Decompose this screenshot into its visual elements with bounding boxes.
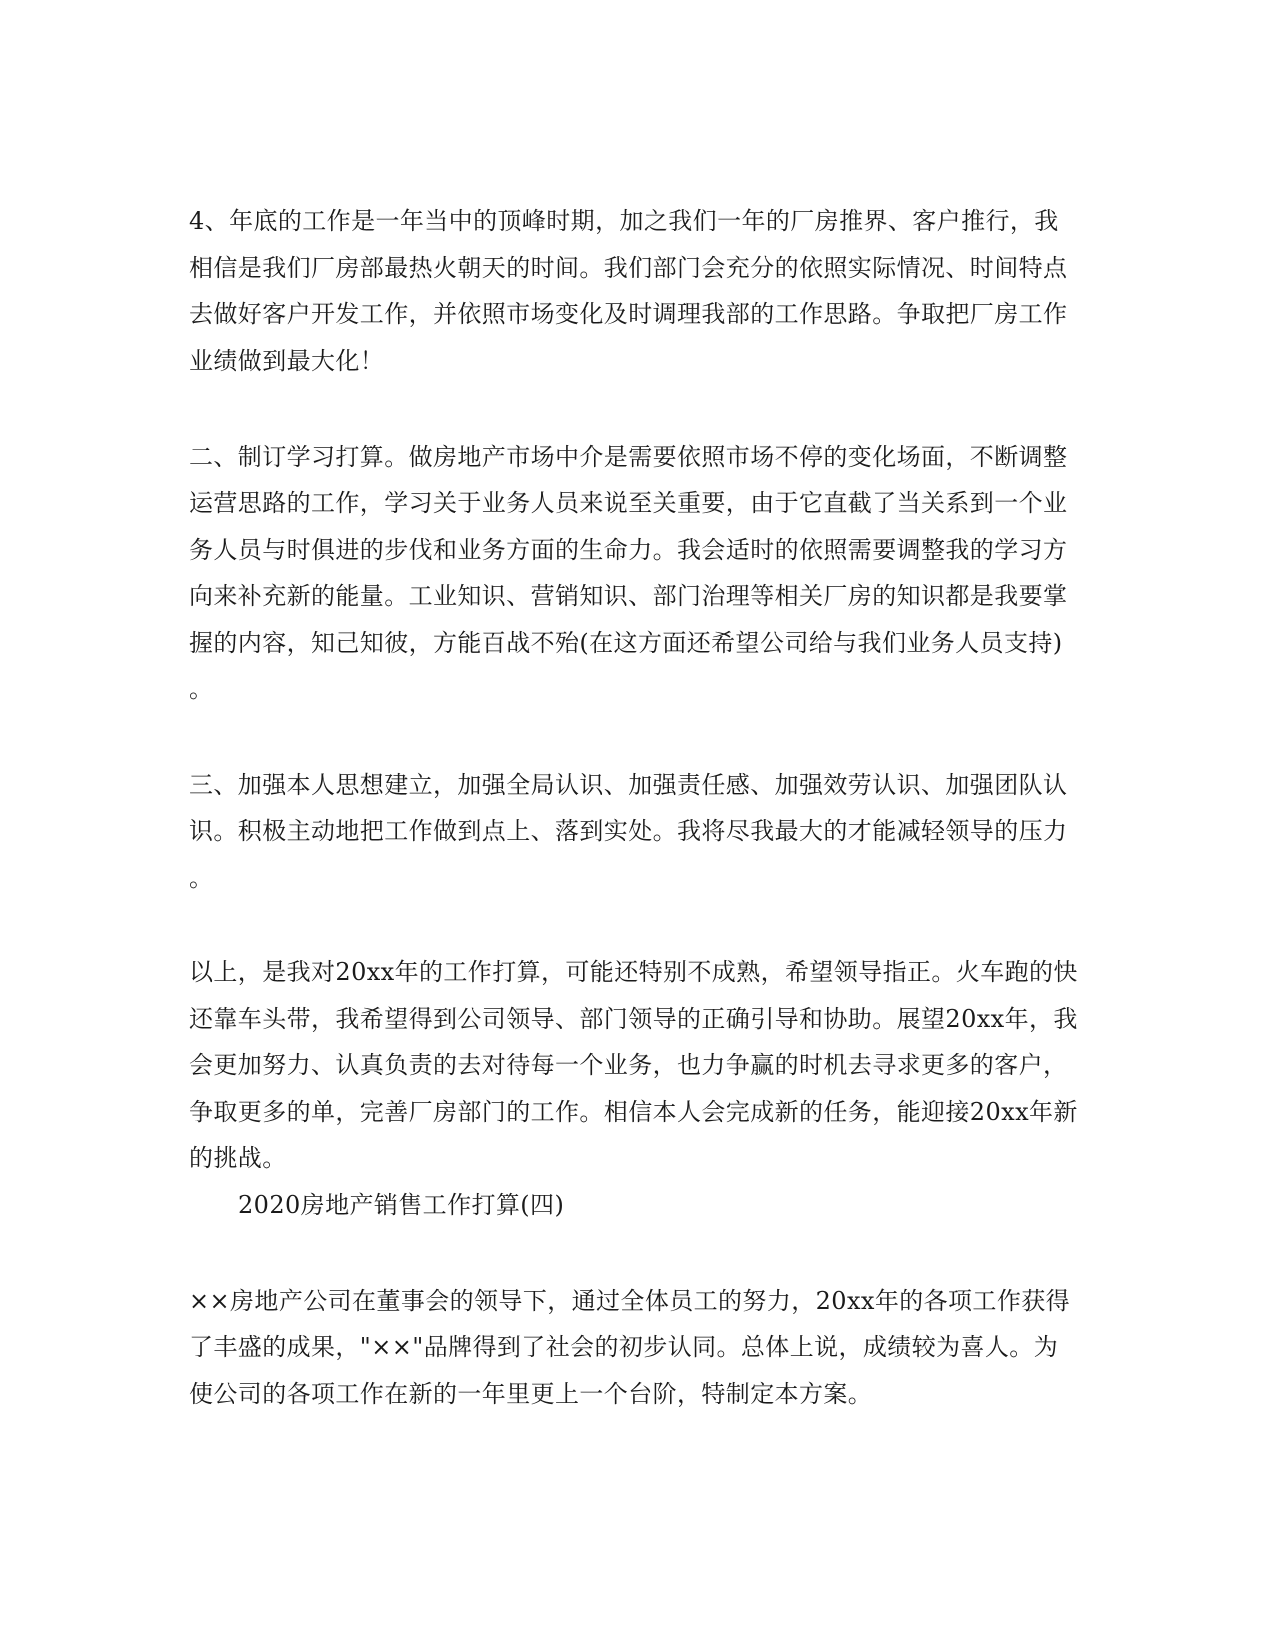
paragraph-2-line-1: 二、制订学习打算。做房地产市场中介是需要依照市场不停的变化场面，不断调整 — [189, 443, 1068, 471]
paragraph-3-line-1: 三、加强本人思想建立，加强全局认识、加强责任感、加强效劳认识、加强团队认 — [189, 771, 1068, 799]
paragraph-3-line-2: 识。积极主动地把工作做到点上、落到实处。我将尽我最大的才能减轻领导的压力 — [189, 817, 1068, 845]
paragraph-4-line-1: 以上，是我对20xx年的工作打算，可能还特别不成熟，希望领导指正。火车跑的快 — [189, 958, 1078, 986]
paragraph-2-line-4: 向来补充新的能量。工业知识、营销知识、部门治理等相关厂房的知识都是我要掌 — [189, 582, 1068, 610]
paragraph-2-line-5: 握的内容，知己知彼，方能百战不殆(在这方面还希望公司给与我们业务人员支持) — [189, 629, 1063, 657]
paragraph-5-line-1: ××房地产公司在董事会的领导下，通过全体员工的努力，20xx年的各项工作获得 — [189, 1287, 1071, 1315]
paragraph-2-line-3: 务人员与时俱进的步伐和业务方面的生命力。我会适时的依照需要调整我的学习方 — [189, 536, 1068, 564]
paragraph-2-line-2: 运营思路的工作，学习关于业务人员来说至关重要，由于它直截了当关系到一个业 — [189, 489, 1068, 517]
paragraph-4-line-4: 争取更多的单，完善厂房部门的工作。相信本人会完成新的任务，能迎接20xx年新 — [189, 1098, 1078, 1126]
paragraph-1-line-1: 4、年底的工作是一年当中的顶峰时期，加之我们一年的厂房推界、客户推行，我 — [189, 207, 1059, 235]
paragraph-5-line-3: 使公司的各项工作在新的一年里更上一个台阶，特制定本方案。 — [189, 1380, 873, 1408]
paragraph-3-line-3: 。 — [189, 864, 214, 892]
paragraph-1-line-2: 相信是我们厂房部最热火朝天的时间。我们部门会充分的依照实际情况、时间特点 — [189, 254, 1068, 282]
paragraph-1-line-3: 去做好客户开发工作，并依照市场变化及时调理我部的工作思路。争取把厂房工作 — [189, 300, 1068, 328]
section-heading: 2020房地产销售工作打算(四) — [238, 1191, 565, 1219]
paragraph-5-line-2: 了丰盛的成果，"××"品牌得到了社会的初步认同。总体上说，成绩较为喜人。为 — [189, 1333, 1059, 1361]
paragraph-4-line-2: 还靠车头带，我希望得到公司领导、部门领导的正确引导和协助。展望20xx年，我 — [189, 1005, 1078, 1033]
paragraph-1-line-4: 业绩做到最大化！ — [189, 347, 385, 375]
paragraph-4-line-3: 会更加努力、认真负责的去对待每一个业务，也力争赢的时机去寻求更多的客户， — [189, 1051, 1068, 1079]
paragraph-2-line-6: 。 — [189, 675, 214, 703]
paragraph-4-line-5: 的挑战。 — [189, 1144, 287, 1172]
